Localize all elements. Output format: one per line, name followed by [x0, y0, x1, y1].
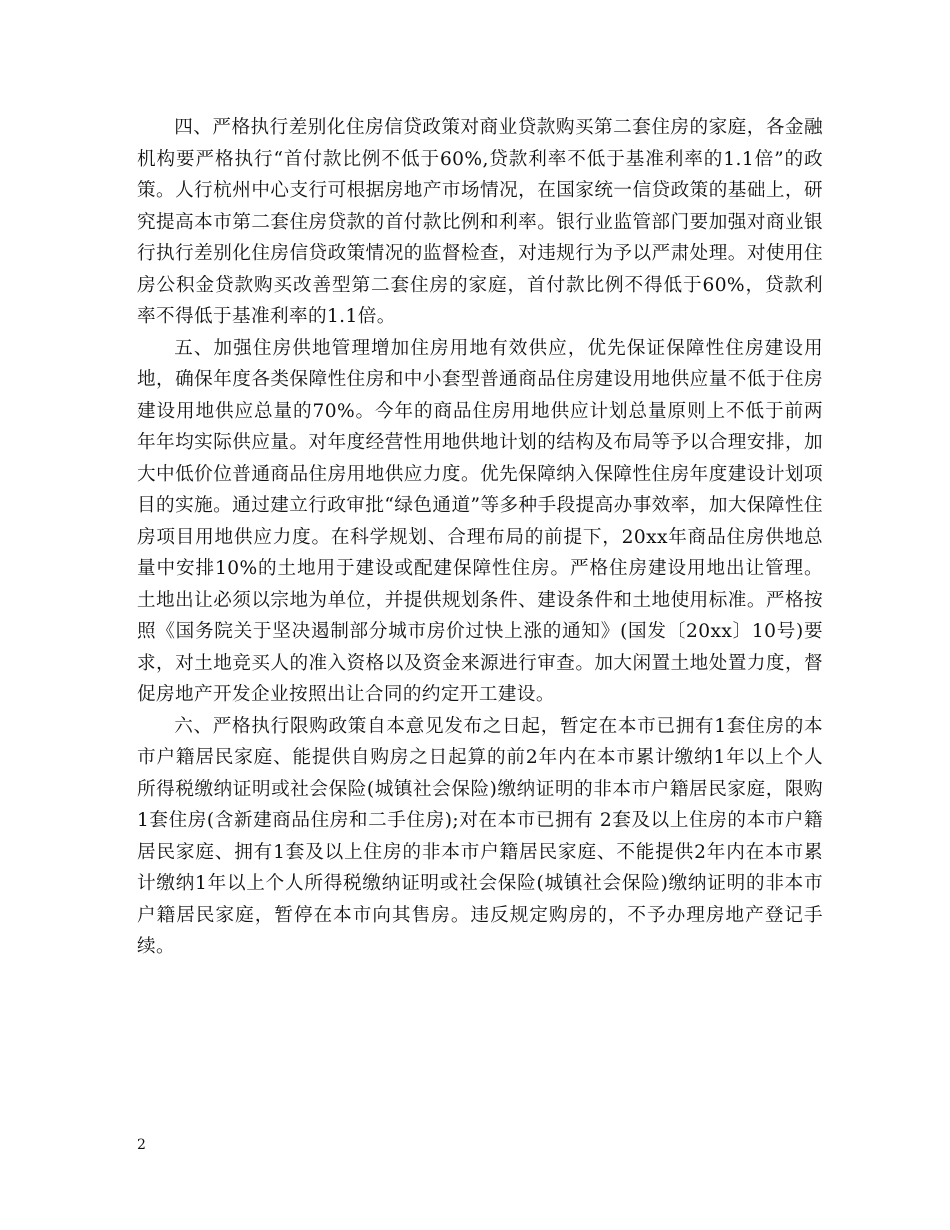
- page-number: 2: [137, 1137, 146, 1153]
- document-body: [137, 112, 823, 963]
- paragraph-5-housing-land-supply: 五、加强住房供地管理增加住房用地有效供应，优先保证保障性住房建设用地，确保年度各类保障性住房和中小套型普通商品住房建设用地供应量不低于住房建设用地供应总量的70%。今年的商品住房用地供应计划总量原则上不低于前两年年均实际供应量。对年度经营性用地供地计划的结构及布局等予以合理安排，加大中低价位普通商品住房用地供应力度。优先保障纳入保障性住房年度建设计划项目的实施。通过建立行政审批“绿色通道”等多种手段提高办事效率，加大保障性住房项目用地供应力度。在科学规划、合理布局的前提下，20xx年商品住房供地总量中安排10%的土地用于建设或配建保障性住房。严格住房建设用地出让管理。土地出让必须以宗地为单位，并提供规划条件、建设条件和土地使用标准。严格按照《国务院关于坚决遏制部分城市房价过快上涨的通知》(国发〔20xx〕10号)要求，对土地竞买人的准入资格以及资金来源进行审查。加大闲置土地处置力度，督促房地产开发企业按照出让合同的约定开工建设。: [137, 337, 823, 705]
- paragraph-4-housing-credit-policy: 四、严格执行差别化住房信贷政策对商业贷款购买第二套住房的家庭，各金融机构要严格执行“首付款比例不低于60%,贷款利率不低于基准利率的1.1倍”的政策。人行杭州中心支行可根据房地产市场情况，在国家统一信贷政策的基础上，研究提高本市第二套住房贷款的首付款比例和利率。银行业监管部门要加强对商业银行执行差别化住房信贷政策情况的监督检查，对违规行为予以严肃处理。对使用住房公积金贷款购买改善型第二套住房的家庭，首付款比例不得低于60%，贷款利率不得低于基准利率的1.1倍。: [137, 117, 823, 327]
- paragraph-6-purchase-restriction: 六、严格执行限购政策自本意见发布之日起，暂定在本市已拥有1套住房的本市户籍居民家庭、能提供自购房之日起算的前2年内在本市累计缴纳1年以上个人所得税缴纳证明或社会保险(城镇社会保险)缴纳证明的非本市户籍居民家庭，限购1套住房(含新建商品住房和二手住房);对在本市已拥有 2套及以上住房的本市户籍居民家庭、拥有1套及以上住房的非本市户籍居民家庭、不能提供2年内在本市累计缴纳1年以上个人所得税缴纳证明或社会保险(城镇社会保险)缴纳证明的非本市户籍居民家庭，暂停在本市向其售房。违反规定购房的，不予办理房地产登记手续。: [137, 715, 823, 957]
